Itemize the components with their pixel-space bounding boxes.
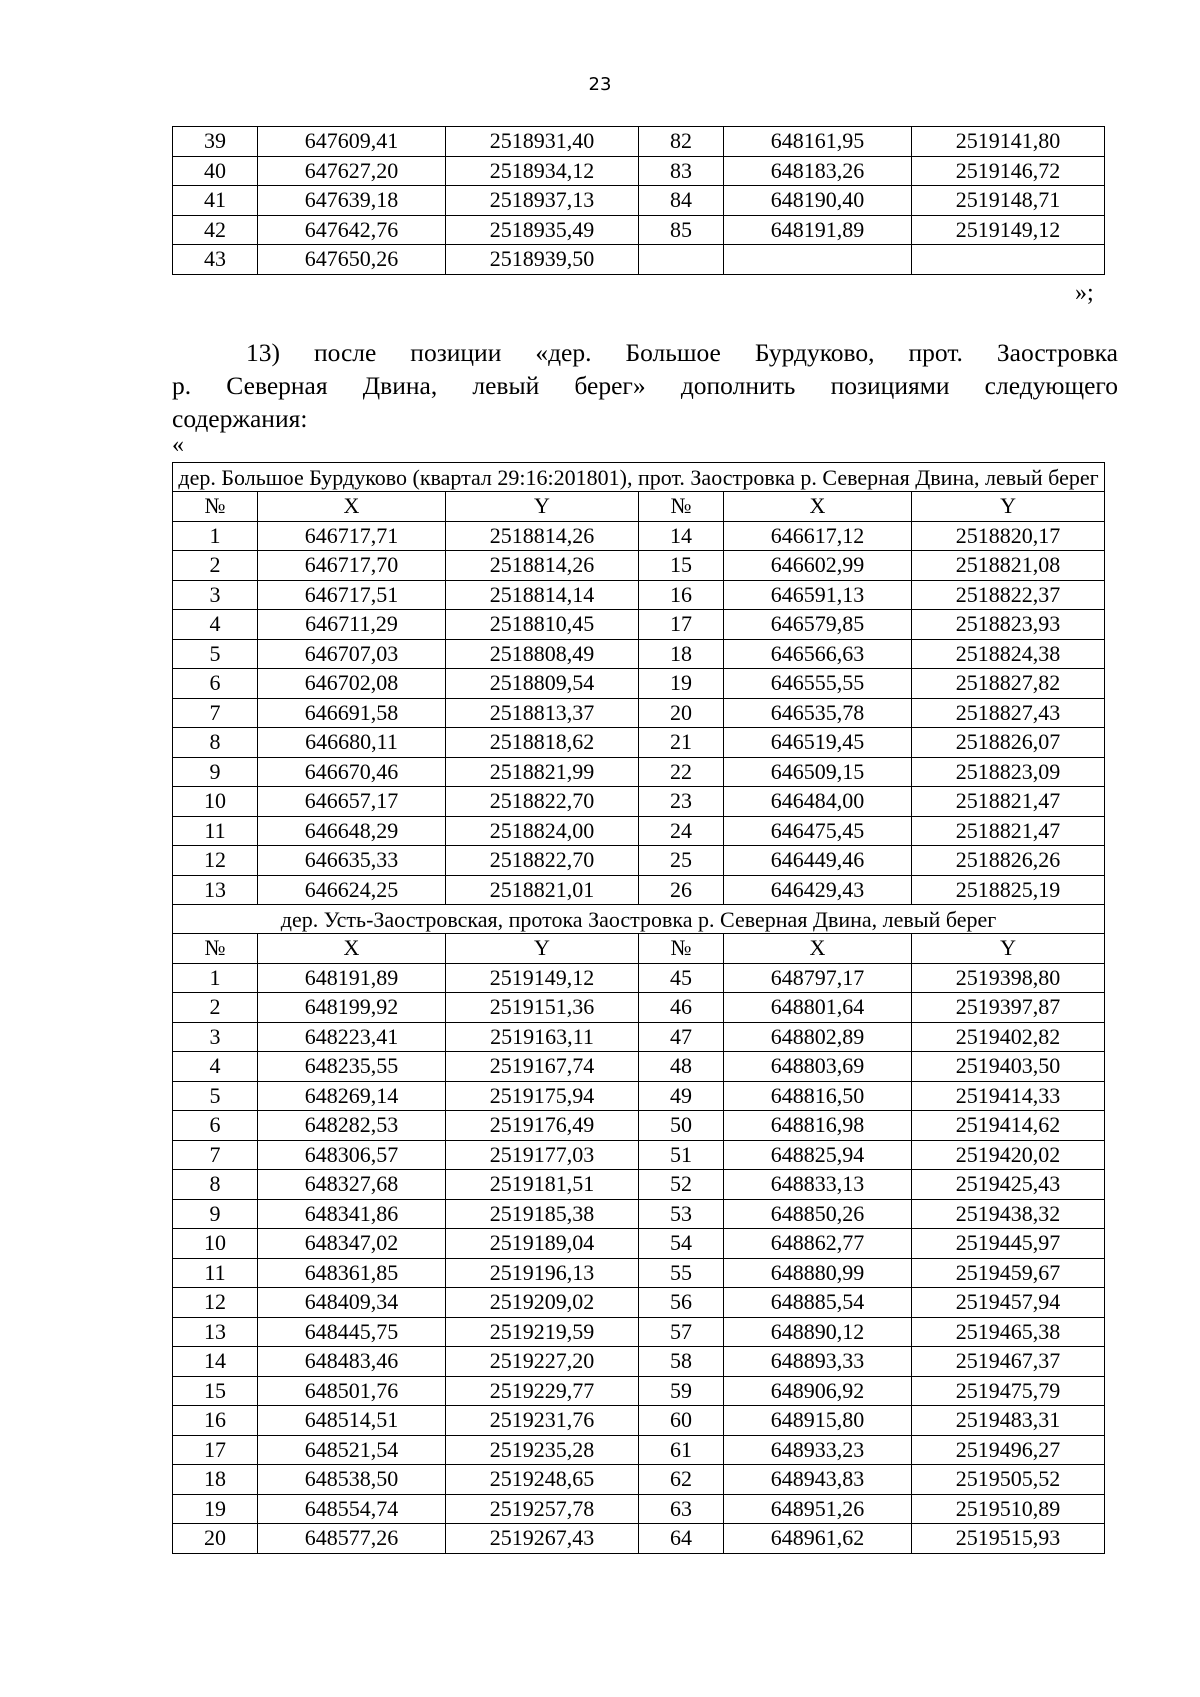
table-cell: 2518824,38 xyxy=(912,639,1105,669)
table-cell: 2519414,33 xyxy=(912,1081,1105,1111)
table-cell: 648893,33 xyxy=(724,1347,912,1377)
table-cell xyxy=(724,245,912,275)
table-cell: 2519189,04 xyxy=(446,1229,639,1259)
table-cell: 646717,70 xyxy=(258,551,446,581)
table-cell: 2518820,17 xyxy=(912,521,1105,551)
table-cell: 7 xyxy=(173,698,258,728)
table-cell: 648816,98 xyxy=(724,1111,912,1141)
table-cell: 18 xyxy=(639,639,724,669)
table-cell: 56 xyxy=(639,1288,724,1318)
table-cell: 2518935,49 xyxy=(446,215,639,245)
table-row xyxy=(173,1435,1105,1465)
table-cell: 646566,63 xyxy=(724,639,912,669)
table-cell: 55 xyxy=(639,1258,724,1288)
table-row xyxy=(173,156,1105,186)
table-cell: 648943,83 xyxy=(724,1465,912,1495)
table-cell: 2 xyxy=(173,551,258,581)
table-cell: 2519425,43 xyxy=(912,1170,1105,1200)
table-cell: Y xyxy=(446,492,639,522)
table-cell: 5 xyxy=(173,1081,258,1111)
table-cell: 2518808,49 xyxy=(446,639,639,669)
table-row xyxy=(173,1170,1105,1200)
table-cell: 2518810,45 xyxy=(446,610,639,640)
table-cell: 45 xyxy=(639,963,724,993)
table-cell: 14 xyxy=(173,1347,258,1377)
table-cell: 648850,26 xyxy=(724,1199,912,1229)
table-cell: 2519141,80 xyxy=(912,127,1105,157)
table-cell: 648933,23 xyxy=(724,1435,912,1465)
table-cell: 42 xyxy=(173,215,258,245)
table-cell: 2519475,79 xyxy=(912,1376,1105,1406)
table-cell: 2519148,71 xyxy=(912,186,1105,216)
table-cell: 648880,99 xyxy=(724,1258,912,1288)
table-cell: 2518813,37 xyxy=(446,698,639,728)
table-cell: 648269,14 xyxy=(258,1081,446,1111)
table-cell: 2519403,50 xyxy=(912,1052,1105,1082)
table-row xyxy=(173,1229,1105,1259)
table-cell: 2519414,62 xyxy=(912,1111,1105,1141)
table-cell: 648327,68 xyxy=(258,1170,446,1200)
table-row xyxy=(173,1111,1105,1141)
table-cell: 648577,26 xyxy=(258,1524,446,1554)
table-cell: 13 xyxy=(173,875,258,905)
table-cell: 648341,86 xyxy=(258,1199,446,1229)
table-cell: 2519515,93 xyxy=(912,1524,1105,1554)
table-cell: 2519445,97 xyxy=(912,1229,1105,1259)
table-cell: 84 xyxy=(639,186,724,216)
section-title: дер. Усть-Заостровская, протока Заостровка р. Северная Двина, левый берег xyxy=(173,905,1105,934)
table-cell: 648521,54 xyxy=(258,1435,446,1465)
table-cell: 647650,26 xyxy=(258,245,446,275)
table-cell: 2519465,38 xyxy=(912,1317,1105,1347)
table-cell: 2519146,72 xyxy=(912,156,1105,186)
table-cell: 646624,25 xyxy=(258,875,446,905)
table-cell: 648501,76 xyxy=(258,1376,446,1406)
table-cell: 3 xyxy=(173,580,258,610)
table-cell: 648190,40 xyxy=(724,186,912,216)
table-cell xyxy=(912,245,1105,275)
table-cell: 646691,58 xyxy=(258,698,446,728)
table-cell: X xyxy=(724,492,912,522)
table-cell: 646707,03 xyxy=(258,639,446,669)
table-cell: 2519248,65 xyxy=(446,1465,639,1495)
paragraph-line: р. Северная Двина, левый берег» дополнить позициями следующего xyxy=(172,371,1118,400)
table-cell: 648235,55 xyxy=(258,1052,446,1082)
table-cell: 11 xyxy=(173,1258,258,1288)
table-cell: 2519149,12 xyxy=(446,963,639,993)
table-cell: 83 xyxy=(639,156,724,186)
table-cell: 2519209,02 xyxy=(446,1288,639,1318)
table-cell xyxy=(639,245,724,275)
table-cell: 5 xyxy=(173,639,258,669)
section-title-row xyxy=(173,463,1105,492)
table-cell: 648306,57 xyxy=(258,1140,446,1170)
table-cell: 2518821,01 xyxy=(446,875,639,905)
table-row xyxy=(173,1199,1105,1229)
table-cell: 646519,45 xyxy=(724,728,912,758)
table-cell: 2518826,26 xyxy=(912,846,1105,876)
table-cell: 648483,46 xyxy=(258,1347,446,1377)
table-cell: 648862,77 xyxy=(724,1229,912,1259)
table-cell: 646717,71 xyxy=(258,521,446,551)
table-row xyxy=(173,816,1105,846)
table-row xyxy=(173,875,1105,905)
table-cell: 648199,92 xyxy=(258,993,446,1023)
table-cell: 39 xyxy=(173,127,258,157)
table-cell: 647609,41 xyxy=(258,127,446,157)
page-number: 23 xyxy=(588,74,612,95)
table-cell: Y xyxy=(912,492,1105,522)
table-row xyxy=(173,669,1105,699)
table-cell: 2518825,19 xyxy=(912,875,1105,905)
table-cell: 2519229,77 xyxy=(446,1376,639,1406)
table-cell: 646648,29 xyxy=(258,816,446,846)
table-cell: 16 xyxy=(173,1406,258,1436)
table-cell: 64 xyxy=(639,1524,724,1554)
table-row xyxy=(173,610,1105,640)
table-cell: 8 xyxy=(173,1170,258,1200)
table-cell: 646657,17 xyxy=(258,787,446,817)
table-cell: 646449,46 xyxy=(724,846,912,876)
table-row xyxy=(173,1317,1105,1347)
table-row xyxy=(173,215,1105,245)
table-cell: 2518822,37 xyxy=(912,580,1105,610)
table-row xyxy=(173,757,1105,787)
table-cell: 26 xyxy=(639,875,724,905)
table-cell: 2519163,11 xyxy=(446,1022,639,1052)
table-cell: 2519402,82 xyxy=(912,1022,1105,1052)
table-cell: Y xyxy=(446,934,639,964)
table-cell: 2519151,36 xyxy=(446,993,639,1023)
table-row xyxy=(173,521,1105,551)
paragraph-line: 13) после позиции «дер. Большое Бурдуково, прот. Заостровка xyxy=(246,338,1118,367)
table-row xyxy=(173,1494,1105,1524)
table-cell: 648554,74 xyxy=(258,1494,446,1524)
table-cell: 648445,75 xyxy=(258,1317,446,1347)
table-cell: 53 xyxy=(639,1199,724,1229)
table-cell: 648223,41 xyxy=(258,1022,446,1052)
table-cell: 2518814,26 xyxy=(446,521,639,551)
table-row xyxy=(173,1406,1105,1436)
table-row xyxy=(173,1052,1105,1082)
header-row xyxy=(173,934,1105,964)
table-cell: 648825,94 xyxy=(724,1140,912,1170)
table-cell: 2518823,93 xyxy=(912,610,1105,640)
table-row xyxy=(173,1081,1105,1111)
table-cell: 2519438,32 xyxy=(912,1199,1105,1229)
table-cell: 648409,34 xyxy=(258,1288,446,1318)
table-cell: 646509,15 xyxy=(724,757,912,787)
table-cell: 648183,26 xyxy=(724,156,912,186)
table-cell: 648161,95 xyxy=(724,127,912,157)
table-cell: 2518822,70 xyxy=(446,846,639,876)
table-row xyxy=(173,846,1105,876)
table-cell: 2518814,26 xyxy=(446,551,639,581)
table-cell: 24 xyxy=(639,816,724,846)
table-row xyxy=(173,127,1105,157)
table-cell: 2518821,08 xyxy=(912,551,1105,581)
table-cell: 12 xyxy=(173,1288,258,1318)
table-cell: 1 xyxy=(173,521,258,551)
table-row xyxy=(173,580,1105,610)
table-cell: 2518814,14 xyxy=(446,580,639,610)
table-row xyxy=(173,1524,1105,1554)
table-row xyxy=(173,1465,1105,1495)
table-cell: 25 xyxy=(639,846,724,876)
table-cell: 648801,64 xyxy=(724,993,912,1023)
opening-quote: « xyxy=(172,432,184,458)
paragraph-line: содержания: xyxy=(172,404,308,433)
table-cell: 2519496,27 xyxy=(912,1435,1105,1465)
table-row xyxy=(173,1258,1105,1288)
table-cell: № xyxy=(639,492,724,522)
amendment-paragraph xyxy=(172,336,1118,435)
section-title: дер. Большое Бурдуково (квартал 29:16:201801), прот. Заостровка р. Северная Двина, левый берег xyxy=(173,463,1105,492)
section-title-row xyxy=(173,905,1105,934)
table-row xyxy=(173,728,1105,758)
table-cell: 2518822,70 xyxy=(446,787,639,817)
table-cell: 60 xyxy=(639,1406,724,1436)
table-cell: 648361,85 xyxy=(258,1258,446,1288)
table-cell: 2518809,54 xyxy=(446,669,639,699)
table-cell: 2519227,20 xyxy=(446,1347,639,1377)
table-cell: 50 xyxy=(639,1111,724,1141)
table-cell: 2519483,31 xyxy=(912,1406,1105,1436)
table-row xyxy=(173,993,1105,1023)
table-cell: 646617,12 xyxy=(724,521,912,551)
table-cell: 8 xyxy=(173,728,258,758)
table-cell: 648885,54 xyxy=(724,1288,912,1318)
table-cell: X xyxy=(724,934,912,964)
table-cell: 2519149,12 xyxy=(912,215,1105,245)
table-cell: 4 xyxy=(173,1052,258,1082)
table-cell: 2519181,51 xyxy=(446,1170,639,1200)
table-cell: 2518823,09 xyxy=(912,757,1105,787)
table-cell: 51 xyxy=(639,1140,724,1170)
table-cell: 48 xyxy=(639,1052,724,1082)
table-cell: № xyxy=(639,934,724,964)
table-row xyxy=(173,245,1105,275)
table-cell: 2518931,40 xyxy=(446,127,639,157)
table-cell: 2519175,94 xyxy=(446,1081,639,1111)
table-cell: 49 xyxy=(639,1081,724,1111)
continuation-table xyxy=(172,126,1105,275)
table-cell: X xyxy=(258,934,446,964)
table-cell: 646602,99 xyxy=(724,551,912,581)
table-cell: 12 xyxy=(173,846,258,876)
table-cell: 14 xyxy=(639,521,724,551)
table-cell: 19 xyxy=(639,669,724,699)
table-cell: 648915,80 xyxy=(724,1406,912,1436)
table-cell: 648797,17 xyxy=(724,963,912,993)
table-cell: 6 xyxy=(173,1111,258,1141)
table-row xyxy=(173,787,1105,817)
table-cell: 2518818,62 xyxy=(446,728,639,758)
table-cell: 646535,78 xyxy=(724,698,912,728)
table-cell: 10 xyxy=(173,1229,258,1259)
table-cell: 2519397,87 xyxy=(912,993,1105,1023)
table-cell: 9 xyxy=(173,757,258,787)
table-cell: 2519176,49 xyxy=(446,1111,639,1141)
table-cell: 2519257,78 xyxy=(446,1494,639,1524)
table-cell: 646702,08 xyxy=(258,669,446,699)
table-cell: 648191,89 xyxy=(724,215,912,245)
table-cell: 2519398,80 xyxy=(912,963,1105,993)
table-cell: 15 xyxy=(173,1376,258,1406)
table-cell: 646635,33 xyxy=(258,846,446,876)
table-cell: 2518821,99 xyxy=(446,757,639,787)
table-cell: 16 xyxy=(639,580,724,610)
closing-quote: »; xyxy=(1075,280,1094,306)
table-row xyxy=(173,963,1105,993)
table-cell: 23 xyxy=(639,787,724,817)
table-cell: 2519167,74 xyxy=(446,1052,639,1082)
table-cell: 647642,76 xyxy=(258,215,446,245)
table-cell: 7 xyxy=(173,1140,258,1170)
table-cell: 52 xyxy=(639,1170,724,1200)
table-cell: 61 xyxy=(639,1435,724,1465)
table-row xyxy=(173,1022,1105,1052)
table-cell: 1 xyxy=(173,963,258,993)
table-cell: 21 xyxy=(639,728,724,758)
table-cell: 2519267,43 xyxy=(446,1524,639,1554)
table-cell: 17 xyxy=(173,1435,258,1465)
table-cell: 648951,26 xyxy=(724,1494,912,1524)
table-cell: 646680,11 xyxy=(258,728,446,758)
table-cell: 648890,12 xyxy=(724,1317,912,1347)
table-cell: 646711,29 xyxy=(258,610,446,640)
table-cell: 648282,53 xyxy=(258,1111,446,1141)
table-row xyxy=(173,1347,1105,1377)
table-cell: 648833,13 xyxy=(724,1170,912,1200)
table-cell: 41 xyxy=(173,186,258,216)
table-cell: 40 xyxy=(173,156,258,186)
table-cell: 2519177,03 xyxy=(446,1140,639,1170)
table-cell: 20 xyxy=(639,698,724,728)
table-cell: 58 xyxy=(639,1347,724,1377)
table-cell: 17 xyxy=(639,610,724,640)
table-cell: 648514,51 xyxy=(258,1406,446,1436)
table-cell: 47 xyxy=(639,1022,724,1052)
table-cell: 647639,18 xyxy=(258,186,446,216)
table-cell: 63 xyxy=(639,1494,724,1524)
table-cell: 2518827,43 xyxy=(912,698,1105,728)
table-cell: 2519219,59 xyxy=(446,1317,639,1347)
table-row xyxy=(173,1140,1105,1170)
table-cell: 6 xyxy=(173,669,258,699)
table-cell: 648961,62 xyxy=(724,1524,912,1554)
table-cell: 648191,89 xyxy=(258,963,446,993)
table-cell: 2518821,47 xyxy=(912,816,1105,846)
table-cell: 2518937,13 xyxy=(446,186,639,216)
table-cell: 9 xyxy=(173,1199,258,1229)
table-cell: 3 xyxy=(173,1022,258,1052)
table-cell: 2518824,00 xyxy=(446,816,639,846)
table-cell: 46 xyxy=(639,993,724,1023)
table-cell: 648347,02 xyxy=(258,1229,446,1259)
table-cell: 2519505,52 xyxy=(912,1465,1105,1495)
table-cell: 646475,45 xyxy=(724,816,912,846)
table-cell: 2518826,07 xyxy=(912,728,1105,758)
table-cell: 22 xyxy=(639,757,724,787)
coordinates-table-body xyxy=(173,463,1105,1554)
table-cell: 2519235,28 xyxy=(446,1435,639,1465)
table-cell: 85 xyxy=(639,215,724,245)
table-row xyxy=(173,1288,1105,1318)
table-cell: 646429,43 xyxy=(724,875,912,905)
table-cell: 646579,85 xyxy=(724,610,912,640)
table-cell: Y xyxy=(912,934,1105,964)
table-cell: 2519420,02 xyxy=(912,1140,1105,1170)
table-cell: 2 xyxy=(173,993,258,1023)
table-cell: 62 xyxy=(639,1465,724,1495)
table-row xyxy=(173,698,1105,728)
table-cell: 82 xyxy=(639,127,724,157)
table-cell: 57 xyxy=(639,1317,724,1347)
table-cell: 2518827,82 xyxy=(912,669,1105,699)
table-cell: 54 xyxy=(639,1229,724,1259)
table-cell: 19 xyxy=(173,1494,258,1524)
table-cell: 648906,92 xyxy=(724,1376,912,1406)
table-row xyxy=(173,639,1105,669)
table-row xyxy=(173,1376,1105,1406)
table-cell: № xyxy=(173,492,258,522)
table-cell: 648803,69 xyxy=(724,1052,912,1082)
table-cell: 648816,50 xyxy=(724,1081,912,1111)
table-cell: 2519459,67 xyxy=(912,1258,1105,1288)
table-cell: 2519185,38 xyxy=(446,1199,639,1229)
table-cell: 15 xyxy=(639,551,724,581)
table-cell: X xyxy=(258,492,446,522)
table-cell: 2518939,50 xyxy=(446,245,639,275)
table-cell: 2519510,89 xyxy=(912,1494,1105,1524)
table-cell: 13 xyxy=(173,1317,258,1347)
table-cell: 2519231,76 xyxy=(446,1406,639,1436)
header-row xyxy=(173,492,1105,522)
table-cell: 4 xyxy=(173,610,258,640)
table-cell: 2519467,37 xyxy=(912,1347,1105,1377)
continuation-table-body xyxy=(173,127,1105,275)
table-cell: 59 xyxy=(639,1376,724,1406)
table-cell: 18 xyxy=(173,1465,258,1495)
table-cell: 648538,50 xyxy=(258,1465,446,1495)
table-cell: 2518821,47 xyxy=(912,787,1105,817)
table-cell: 2519457,94 xyxy=(912,1288,1105,1318)
table-cell: 11 xyxy=(173,816,258,846)
table-cell: 646670,46 xyxy=(258,757,446,787)
table-row xyxy=(173,551,1105,581)
table-cell: 646484,00 xyxy=(724,787,912,817)
table-cell: 646591,13 xyxy=(724,580,912,610)
table-row xyxy=(173,186,1105,216)
table-cell: 646555,55 xyxy=(724,669,912,699)
table-cell: 2518934,12 xyxy=(446,156,639,186)
coordinates-table xyxy=(172,462,1105,1554)
table-cell: 20 xyxy=(173,1524,258,1554)
table-cell: 647627,20 xyxy=(258,156,446,186)
table-cell: 10 xyxy=(173,787,258,817)
table-cell: 43 xyxy=(173,245,258,275)
table-cell: № xyxy=(173,934,258,964)
table-cell: 646717,51 xyxy=(258,580,446,610)
table-cell: 648802,89 xyxy=(724,1022,912,1052)
table-cell: 2519196,13 xyxy=(446,1258,639,1288)
